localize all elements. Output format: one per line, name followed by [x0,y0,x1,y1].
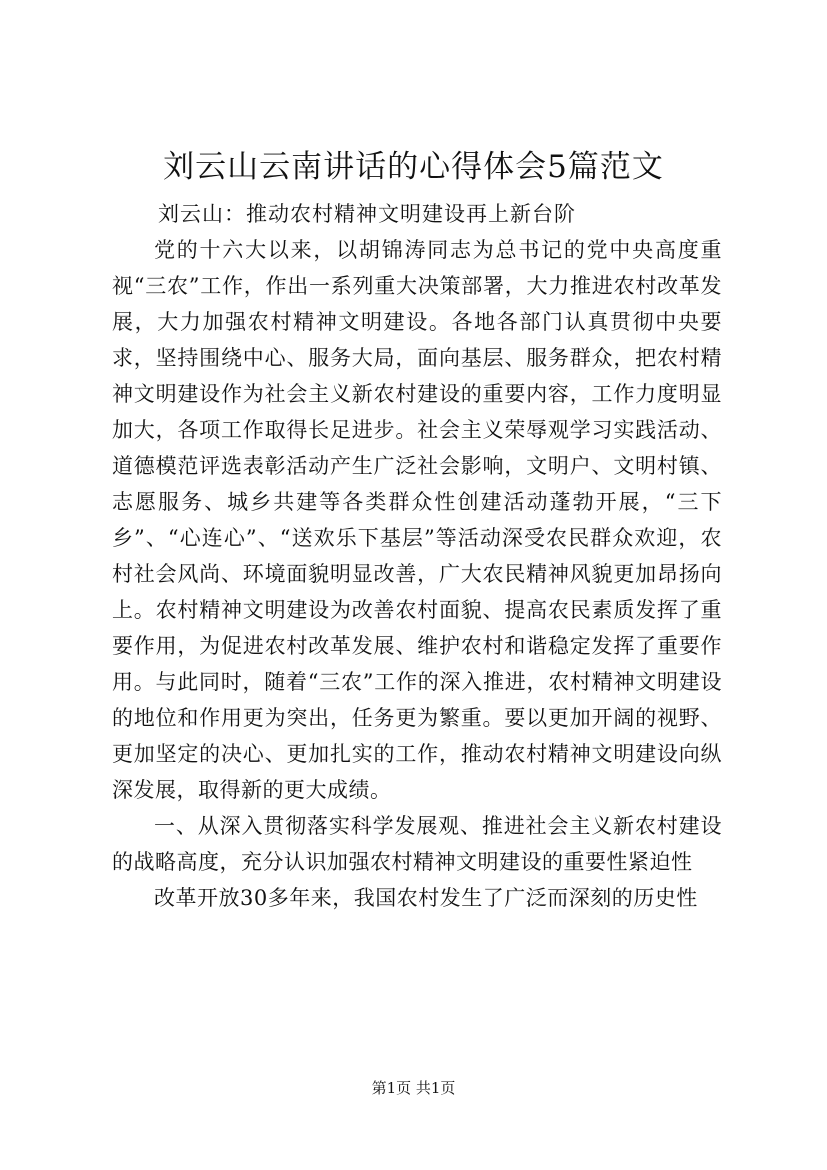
document-title: 刘云山云南讲话的心得体会5篇范文 [163,149,664,185]
document-subtitle: 刘云山：推动农村精神文明建设再上新台阶 [158,202,576,226]
body-paragraph: 改革开放30多年来，我国农村发生了广泛而深刻的历史性 [154,886,698,910]
body-paragraph: 党的十六大以来，以胡锦涛同志为总书记的党中央高度重视“三农”工作，作出一系列重大决策部署，大力推进农村改革发展，大力加强农村精神文明建设。各地各部门认真贯彻中央要求，坚持围绕中心、服务大局，面向基层、服务群众，把农村精神文明建设作为社会主义新农村建设的重要内容，工作力度明显加大，各项工作取得长足进步。社会主义荣辱观学习实践活动、道德模范评选表彰活动产生广泛社会影响，文明户、文明村镇、志愿服务、城乡共建等各类群众性创建活动蓬勃开展，“三下乡”、“心连心”、“送欢乐下基层”等活动深受农民群众欢迎，农村社会风尚、环境面貌明显改善，广大农民精神风貌更加昂扬向上。农村精神文明建设为改善农村面貌、提高农民素质发挥了重要作用，为促进农村改革发展、维护农村和谐稳定发挥了重要作用。与此同时，随着“三农”工作的深入推进，农村精神文明建设的地位和作用更为突出，任务更为繁重。要以更加开阔的视野、更加坚定的决心、更加扎实的工作，推动农村精神文明建设向纵深发展，取得新的更大成绩。 [112,238,722,802]
document-body [112,232,722,916]
body-paragraph: 一、从深入贯彻落实科学发展观、推进社会主义新农村建设的战略高度，充分认识加强农村精神文明建设的重要性紧迫性 [112,814,722,874]
page-footer: 第1页 共1页 [371,1079,456,1097]
